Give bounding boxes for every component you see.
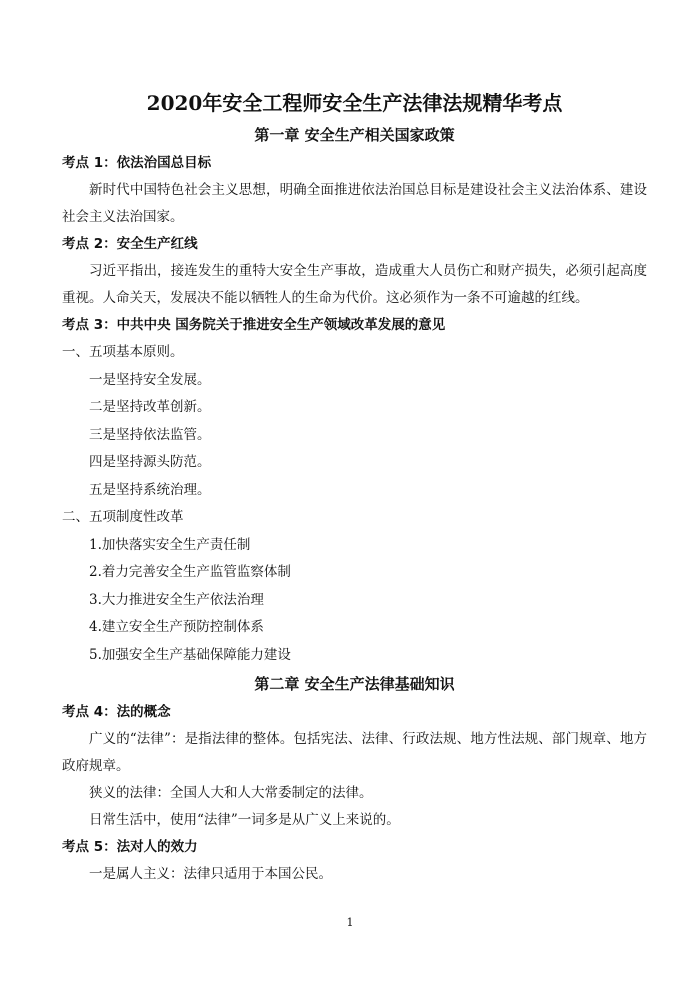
reform-item: 2.着力完善安全生产监管监察体制 [89, 564, 291, 580]
topic-5-heading: 考点 5：法对人的效力 [62, 839, 198, 855]
principles-list-heading: 一、五项基本原则。 [62, 344, 184, 360]
topic-4-paragraph: 日常生活中，使用“法律”一词多是从广义上来说的。 [89, 812, 400, 828]
page-number: 1 [346, 916, 354, 929]
principle-item: 三是坚持依法监管。 [89, 426, 211, 443]
principle-item: 一是坚持安全发展。 [89, 371, 211, 388]
principle-item: 四是坚持源头防范。 [89, 454, 211, 470]
topic-4-heading: 考点 4：法的概念 [62, 704, 171, 720]
topic-2-paragraph: 习近平指出，接连发生的重特大安全生产事故，造成重大人员伤亡和财产损失，必须引起高度重视。人命关天，发展决不能以牺牲人的生命为代价。这必须作为一条不可逾越的红线。 [62, 263, 647, 306]
principle-item: 二是坚持改革创新。 [89, 399, 211, 415]
reform-item: 3.大力推进安全生产依法治理 [89, 591, 264, 608]
topic-1-heading: 考点 1：依法治国总目标 [62, 155, 212, 171]
reform-item: 5.加强安全生产基础保障能力建设 [89, 646, 291, 663]
reform-item: 4.建立安全生产预防控制体系 [89, 619, 264, 635]
page-content [62, 86, 647, 888]
reforms-list-heading: 二、五项制度性改革 [62, 509, 184, 525]
document-title: 2020年安全工程师安全生产法律法规精华考点 [146, 91, 563, 115]
topic-4-paragraph: 狭义的法律：全国人大和人大常委制定的法律。 [89, 785, 373, 801]
topic-4-paragraph: 广义的“法律”：是指法律的整体。包括宪法、法律、行政法规、地方性法规、部门规章、地方政府规章。 [62, 731, 647, 774]
topic-5-paragraph: 一是属人主义：法律只适用于本国公民。 [89, 866, 332, 882]
chapter-1-heading: 第一章 安全生产相关国家政策 [254, 126, 455, 144]
topic-3-heading: 考点 3：中共中央 国务院关于推进安全生产领域改革发展的意见 [62, 317, 446, 333]
reform-item: 1.加快落实安全生产责任制 [89, 536, 251, 553]
topic-1-paragraph: 新时代中国特色社会主义思想，明确全面推进依法治国总目标是建设社会主义法治体系、建设社会主义法治国家。 [62, 182, 647, 225]
chapter-2-heading: 第二章 安全生产法律基础知识 [254, 675, 455, 693]
principle-item: 五是坚持系统治理。 [89, 481, 211, 498]
topic-2-heading: 考点 2：安全生产红线 [62, 236, 198, 252]
